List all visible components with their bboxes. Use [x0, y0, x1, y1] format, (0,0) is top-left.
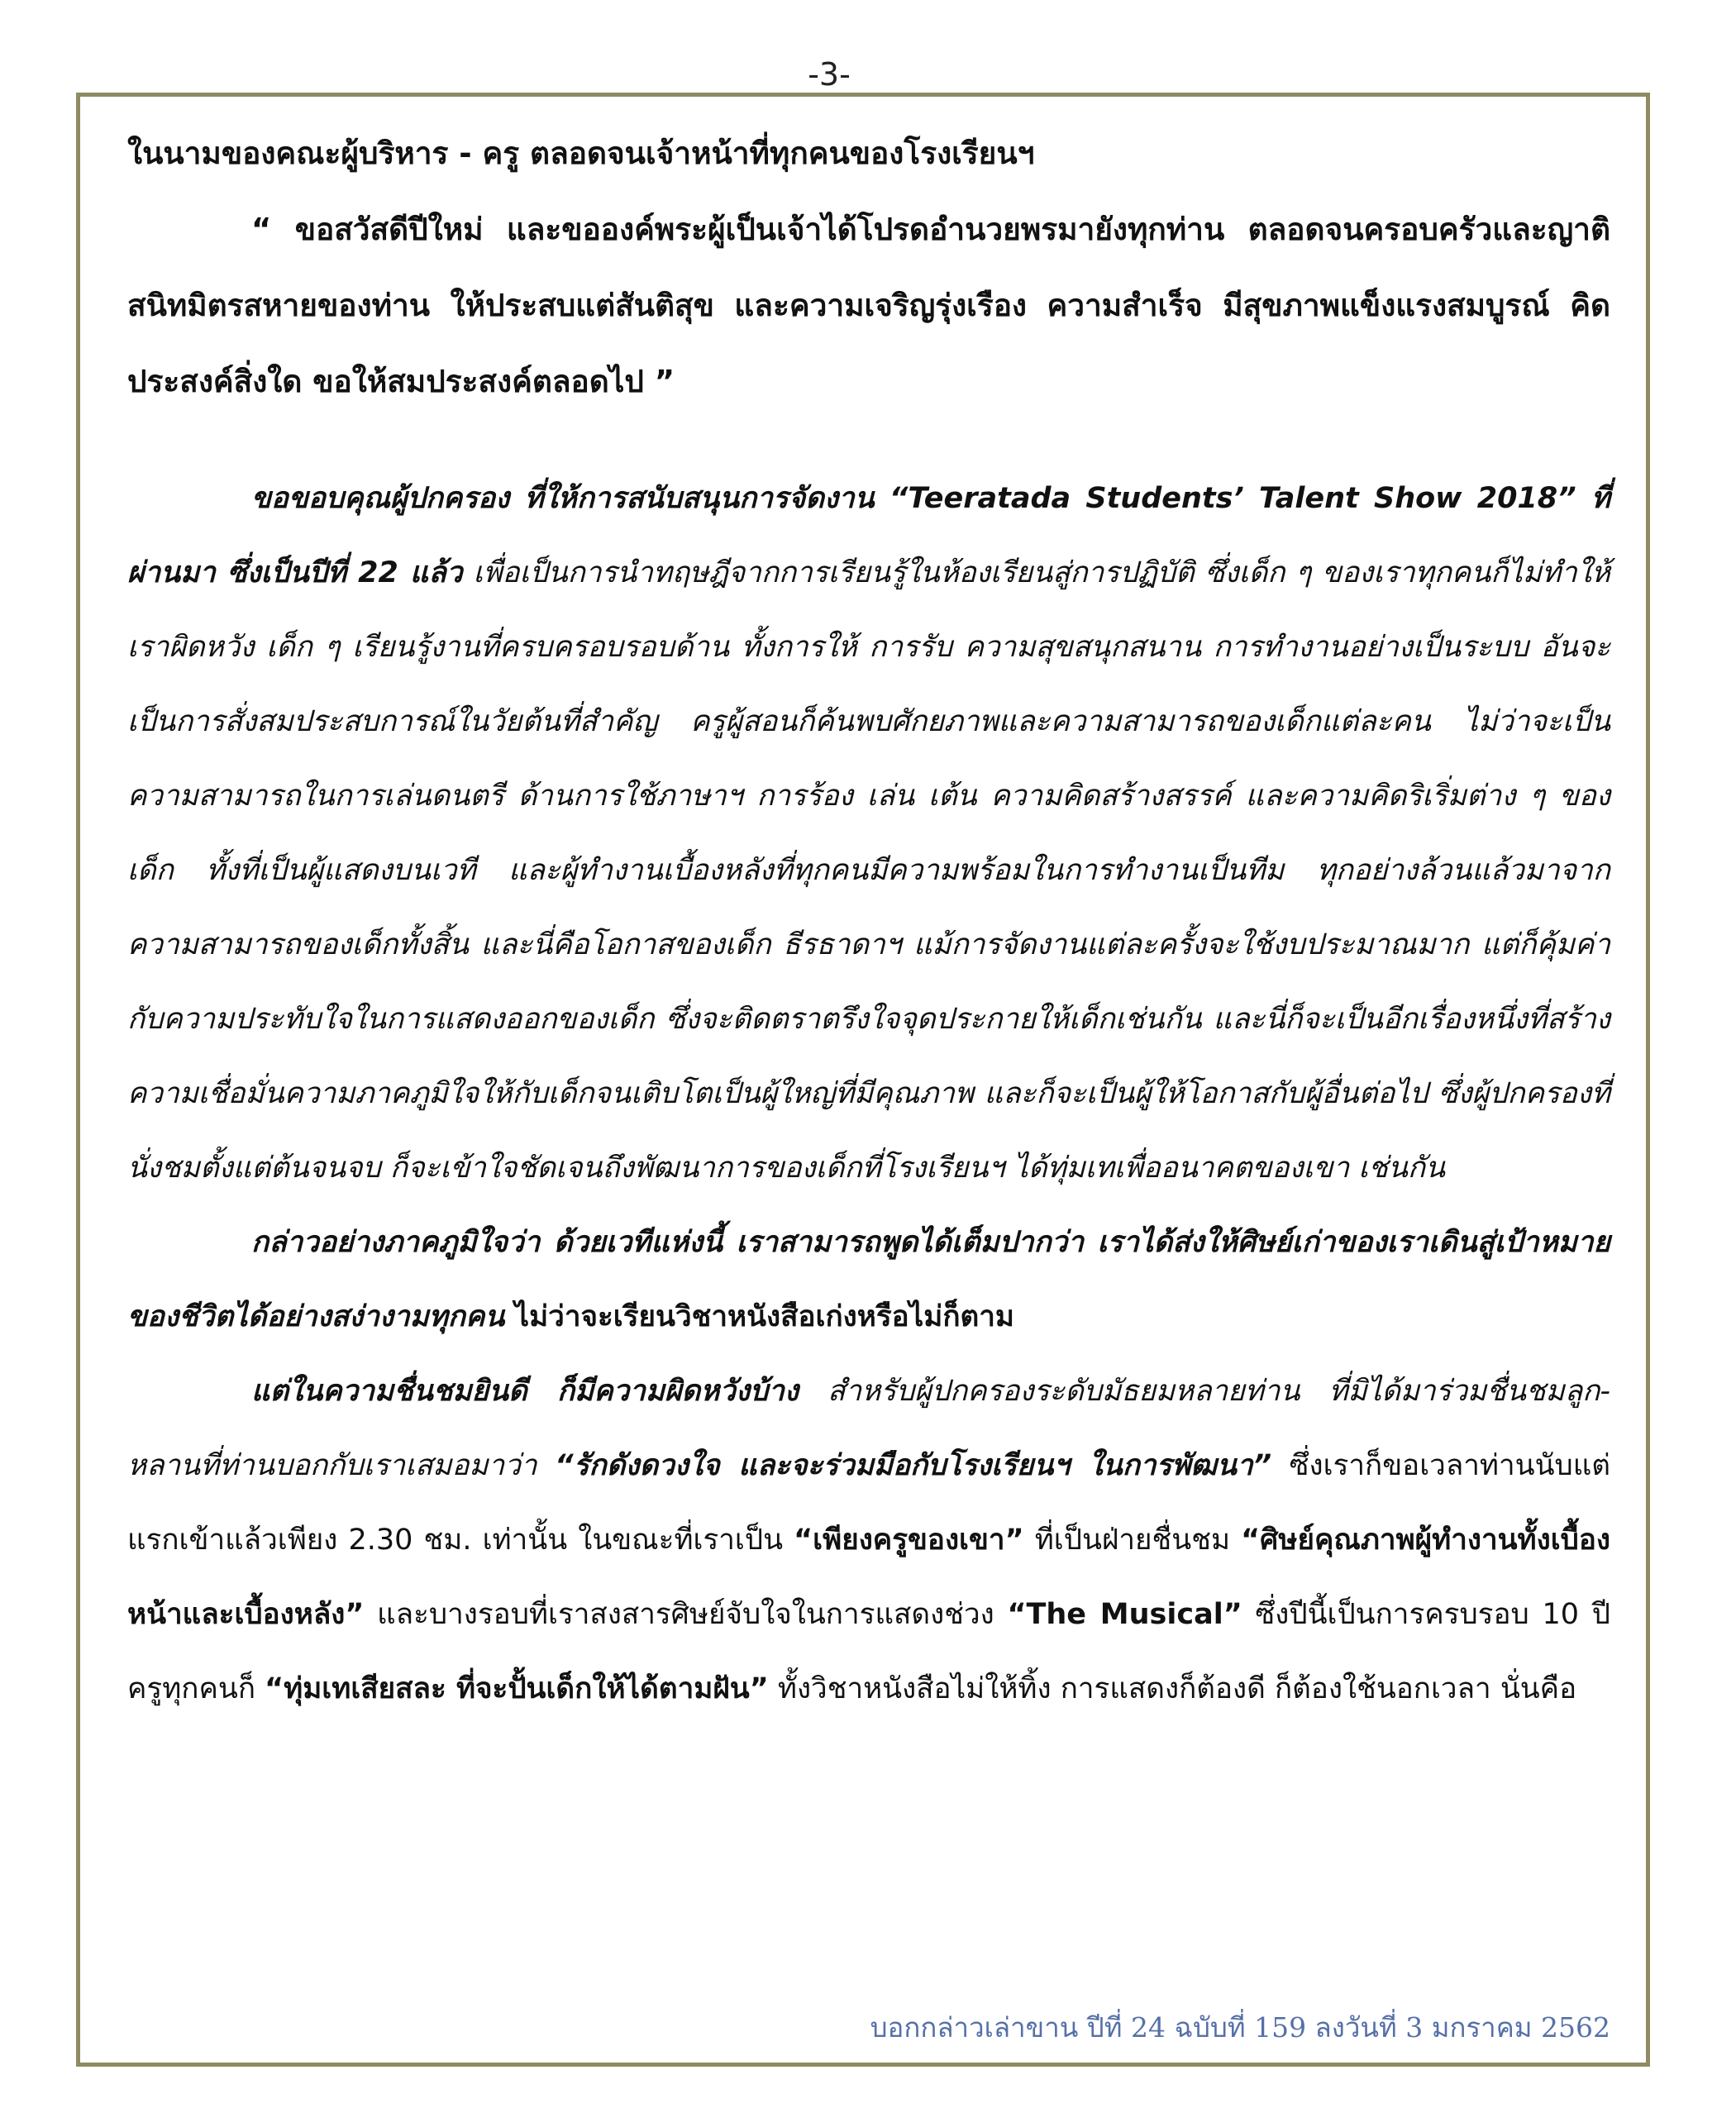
disappointment-lead: แต่ในความชื่นชมยินดี ก็มีความผิดหวังบ้าง — [251, 1375, 799, 1408]
quote-love-like-heart: “รักดังดวงใจ และจะร่วมมือกับโรงเรียนฯ ในการพัฒนา” — [555, 1449, 1272, 1482]
alumni-paragraph — [127, 1205, 1610, 1354]
disappointment-text-3: ที่เป็นฝ่ายชื่นชม — [1023, 1524, 1242, 1557]
talent-show-body: เพื่อเป็นการนำทฤษฎีจากการเรียนรู้ในห้องเรียนสู่การปฏิบัติ ซึ่งเด็ก ๆ ของเราทุกคนก็ไม่ทำให้เราผิดหวัง เด็ก ๆ เรียนรู้งานที่ครบครอบรอบด้าน ทั้งการให้ การรับ ความสุขสนุกสนาน การทำงานอย่างเป็นระบบ อันจะเป็นการสั่งสมประสบการณ์ในวัยต้นที่สำคัญ ครูผู้สอนก็ค้นพบศักยภาพและความสามารถของเด็กแต่ละคน ไม่ว่าจะเป็นความสามารถในการเล่นดนตรี ด้านการใช้ภาษาฯ การร้อง เล่น เต้น ความคิดสร้างสรรค์ และความคิดริเริ่มต่าง ๆ ของเด็ก ทั้งที่เป็นผู้แสดงบนเวที และผู้ทำงานเบื้องหลังที่ทุกคนมีความพร้อมในการทำงานเป็นทีม ทุกอย่างล้วนแล้วมาจากความสามารถของเด็กทั้งสิ้น และนี่คือโอกาสของเด็ก ธีรธาดาฯ แม้การจัดงานแต่ละครั้งจะใช้งบประมาณมาก แต่ก็คุ้มค่ากับความประทับใจในการแสดงออกของเด็ก ซึ่งจะติดตราตรึงใจจุดประกายให้เด็กเช่นกัน และนี่ก็จะเป็นอีกเรื่องหนึ่งที่สร้างความเชื่อมั่นความภาคภูมิใจให้กับเด็กจนเติบโตเป็นผู้ใหญ่ที่มีคุณภาพ และก็จะเป็นผู้ให้โอกาสกับผู้อื่นต่อไป ซึ่งผู้ปกครองที่นั่งชมตั้งแต่ต้นจนจบ ก็จะเข้าใจชัดเจนถึงพัฒนาการของเด็กที่โรงเรียนฯ ได้ทุ่มเทเพื่ออนาคตของเขา เช่นกัน — [127, 556, 1610, 1185]
quote-dedication: “ทุ่มเทเสียสละ ที่จะปั้นเด็กให้ได้ตามฝัน” — [265, 1672, 769, 1705]
disappointment-text-5: ซึ่งปีนี้เป็นการครบรอบ 10 ปี ครูทุกคนก็ — [127, 1598, 1610, 1705]
quote-quality-students: “ศิษย์คุณภาพผู้ทำงานทั้งเบื้องหน้าและเบื้องหลัง” — [127, 1524, 1611, 1631]
page-number: -3- — [808, 56, 851, 93]
disappointment-text-2: ซึ่งเราก็ขอเวลาท่านนับแต่แรกเข้าแล้วเพียง 2.30 ชม. เท่านั้น ในขณะที่เราเป็น — [127, 1449, 1610, 1557]
new-year-blessing-quote: “ ขอสวัสดีปีใหม่ และขอองค์พระผู้เป็นเจ้าได้โปรดอำนวยพรมายังทุกท่าน ตลอดจนครอบครัวและญาติสนิทมิตรสหายของท่าน ให้ประสบแต่สันติสุข และความเจริญรุ่งเรือง ความสำเร็จ มีสุขภาพแข็งแรงสมบูรณ์ คิดประสงค์สิ่งใด ขอให้สมประสงค์ตลอดไป ” — [127, 212, 1610, 399]
talent-show-lead: ขอขอบคุณผู้ปกครอง ที่ให้การสนับสนุนการจัดงาน “Teeratada Students’ Talent Show 2018” ที่ผ่านมา ซึ่งเป็นปีที่ 22 แล้ว — [127, 482, 1610, 589]
greeting-line: ในนามของคณะผู้บริหาร - ครู ตลอดจนเจ้าหน้าที่ทุกคนของโรงเรียนฯ — [127, 136, 1035, 171]
talent-show-paragraph — [127, 461, 1610, 1205]
quote-just-teachers: “เพียงครูของเขา” — [794, 1524, 1024, 1557]
alumni-tail: ไม่ว่าจะเรียนวิชาหนังสือเก่งหรือไม่ก็ตาม — [504, 1300, 1014, 1333]
document-body — [127, 116, 1610, 1726]
disappointment-paragraph — [127, 1354, 1610, 1726]
paragraph-gap — [127, 420, 1610, 461]
disappointment-text-4: และบางรอบที่เราสงสารศิษย์จับใจในการแสดงช่วง — [364, 1598, 1008, 1631]
disappointment-text-6: ทั้งวิชาหนังสือไม่ให้ทิ้ง การแสดงก็ต้องดี ก็ต้องใช้นอกเวลา นั่นคือ — [768, 1672, 1577, 1705]
disappointment-text-1: สำหรับผู้ปกครองระดับมัธยมหลายท่าน ที่มิได้มาร่วมชื่นชมลูก-หลานที่ท่านบอกกับเราเสมอมาว่า — [127, 1375, 1610, 1482]
quote-the-musical: “The Musical” — [1007, 1598, 1242, 1631]
alumni-lead: กล่าวอย่างภาคภูมิใจว่า ด้วยเวทีแห่งนี้ เราสามารถพูดได้เต็มปากว่า เราได้ส่งให้ศิษย์เก่าของเราเดินสู่เป้าหมายของชีวิตได้อย่างสง่างามทุกคน — [127, 1226, 1610, 1333]
newsletter-footer: บอกกล่าวเล่าขาน ปีที่ 24 ฉบับที่ 159 ลงวันที่ 3 มกราคม 2562 — [870, 2011, 1610, 2044]
